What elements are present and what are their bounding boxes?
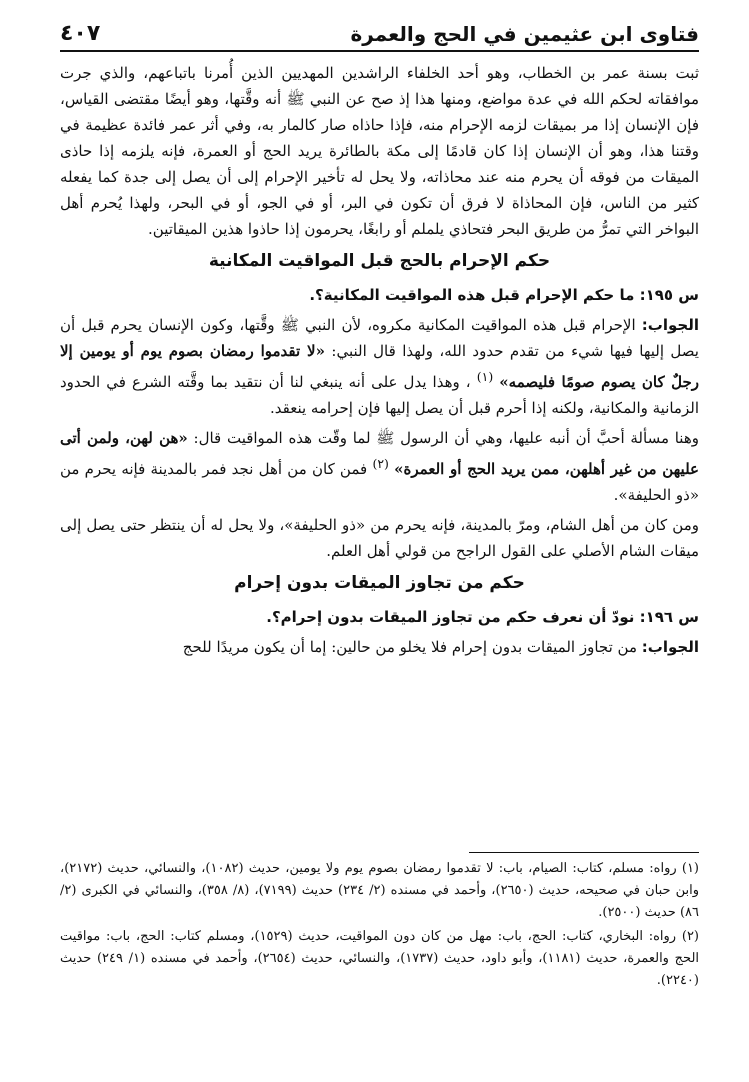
main-text [60,60,699,664]
section-heading-ihram-before-miqat: حكم الإحرام بالحج قبل المواقيت المكانية [208,251,551,271]
answer-195-text-2: ، وهذا يدل على أنه ينبغي لنا أن نتقيد بما وقَّته الشرع في الحدود الزمانية والمكانية، ولكنه إذا أحرم قبل أن يصل إليها فإن إحرامه ينعقد. [60,373,699,417]
page-header [60,14,699,46]
question-196: س ١٩٦: نودّ أن نعرف حكم من تجاوز الميقات بدون إحرام؟. [266,608,699,626]
footnote-1: (١) رواه: مسلم، كتاب: الصيام، باب: لا تقدموا رمضان بصوم يوم ولا يومين، حديث (١٠٨٢)، والنسائي، حديث (٢١٧٢)، وابن حبان في صحيحه، حديث (٢٦٥٠)، وأحمد في مسنده (٢/ ٢٣٤) حديث (٧١٩٩)، (٨/ ٣٥٨)، والنسائي في الكبرى (٢/ ٨٦) حديث (٢٥٠٠). [60,861,700,920]
section-heading-passing-miqat: حكم من تجاوز الميقات بدون إحرام [234,573,525,593]
paragraph-omar: ثبت بسنة عمر بن الخطاب، وهو أحد الخلفاء الراشدين المهديين الذين أُمرنا باتباعهم، والذي جرت موافقاته لحكم الله في عدة مواضع، ومنها هذا إذ صح عن النبي ﷺ أنه وقَّتها، وهو أيضًا مقتضى القياس، فإن الإنسان إذا مر بميقات لزمه الإحرام منه، فإذا حاذاه صار كالمار به، وفي أثر عمر فائدة عظيمة في وقتنا هذا، وهو أن الإنسان إذا كان قادمًا إلى مكة بالطائرة يريد الحج أو العمرة، فإنه يلزمه إذا حاذى الميقات من فوقه أن يحرم منه عند محاذاته، ولا يحل له تأخير الإحرام إلى أن يصل إلى جدة كما يفعله كثير من الناس، فإن المحاذاة لا فرق أن تكون في البر، أو في الجو، أو في البحر، ولهذا يُحرم أهل البواخر التي تمرُّ من طريق البحر فتحاذي يلملم أو رابغًا، يحرمون إذا حاذوا هذين الميقاتين. [60,64,699,238]
footnote-2: (٢) رواه: البخاري، كتاب: الحج، باب: مهل من كان دون المواقيت، حديث (١٥٢٩)، ومسلم كتاب: الحج، باب: مواقيت الحج والعمرة، حديث (١١٨١)، وأبو داود، حديث (١٧٣٧)، والنسائي، حديث (٢٦٥٤)، وأحمد في مسنده (١/ ٢٤٩) حديث (٢٢٤٠). [60,929,700,988]
note-text-1: وهنا مسألة أحبَّ أن أنبه عليها، وهي أن الرسول ﷺ لما وقّت هذه المواقيت قال: [193,429,699,447]
footnote-ref-2: (٢) [372,456,389,471]
header-rule [60,50,699,52]
page-number: ٤٠٧ [60,21,101,46]
answer-195-text-1: الإحرام قبل هذه المواقيت المكانية مكروه، لأن النبي ﷺ وقَّتها، وكون الإنسان يحرم قبل أن يصل إليها فيها شيء من تقدم حدود الله، ولهذا قال النبي: [60,316,699,360]
note-text-2: فمن كان من أهل نجد فمر بالمدينة فإنه يحرم من «ذو الحليفة». [60,460,699,504]
answer-195 [60,312,699,421]
book-title: فتاوى ابن عثيمين في الحج والعمرة [350,22,699,46]
answer-196-text: من تجاوز الميقات بدون إحرام فلا يخلو من حالين: إما أن يكون مريدًا للحج [182,638,638,656]
paragraph-note [60,425,699,508]
footnote-ref-1: (١) [476,369,494,384]
hadith-quote-1: «لا تقدموا رمضان بصوم يوم أو يومين إلا رجلٌ كان يصوم صومًا فليصمه» [60,342,699,391]
hadith-quote-2: «هن لهن، ولمن أتى عليهن من غير أهلهن، ممن يريد الحج أو العمرة» [60,429,699,478]
question-195: س ١٩٥: ما حكم الإحرام قبل هذه المواقيت المكانية؟. [309,286,699,304]
answer-196 [60,634,699,660]
footnotes [60,858,699,994]
answer-label-2: الجواب: [641,638,699,656]
answer-label: الجواب: [641,316,699,334]
paragraph-sham: ومن كان من أهل الشام، ومرّ بالمدينة، فإنه يحرم من «ذو الحليفة»، ولا يحل له أن ينتظر حتى يصل إلى ميقات الشام الأصلي على القول الراجح من قولي أهل العلم. [60,516,699,560]
footnote-rule [469,852,699,853]
